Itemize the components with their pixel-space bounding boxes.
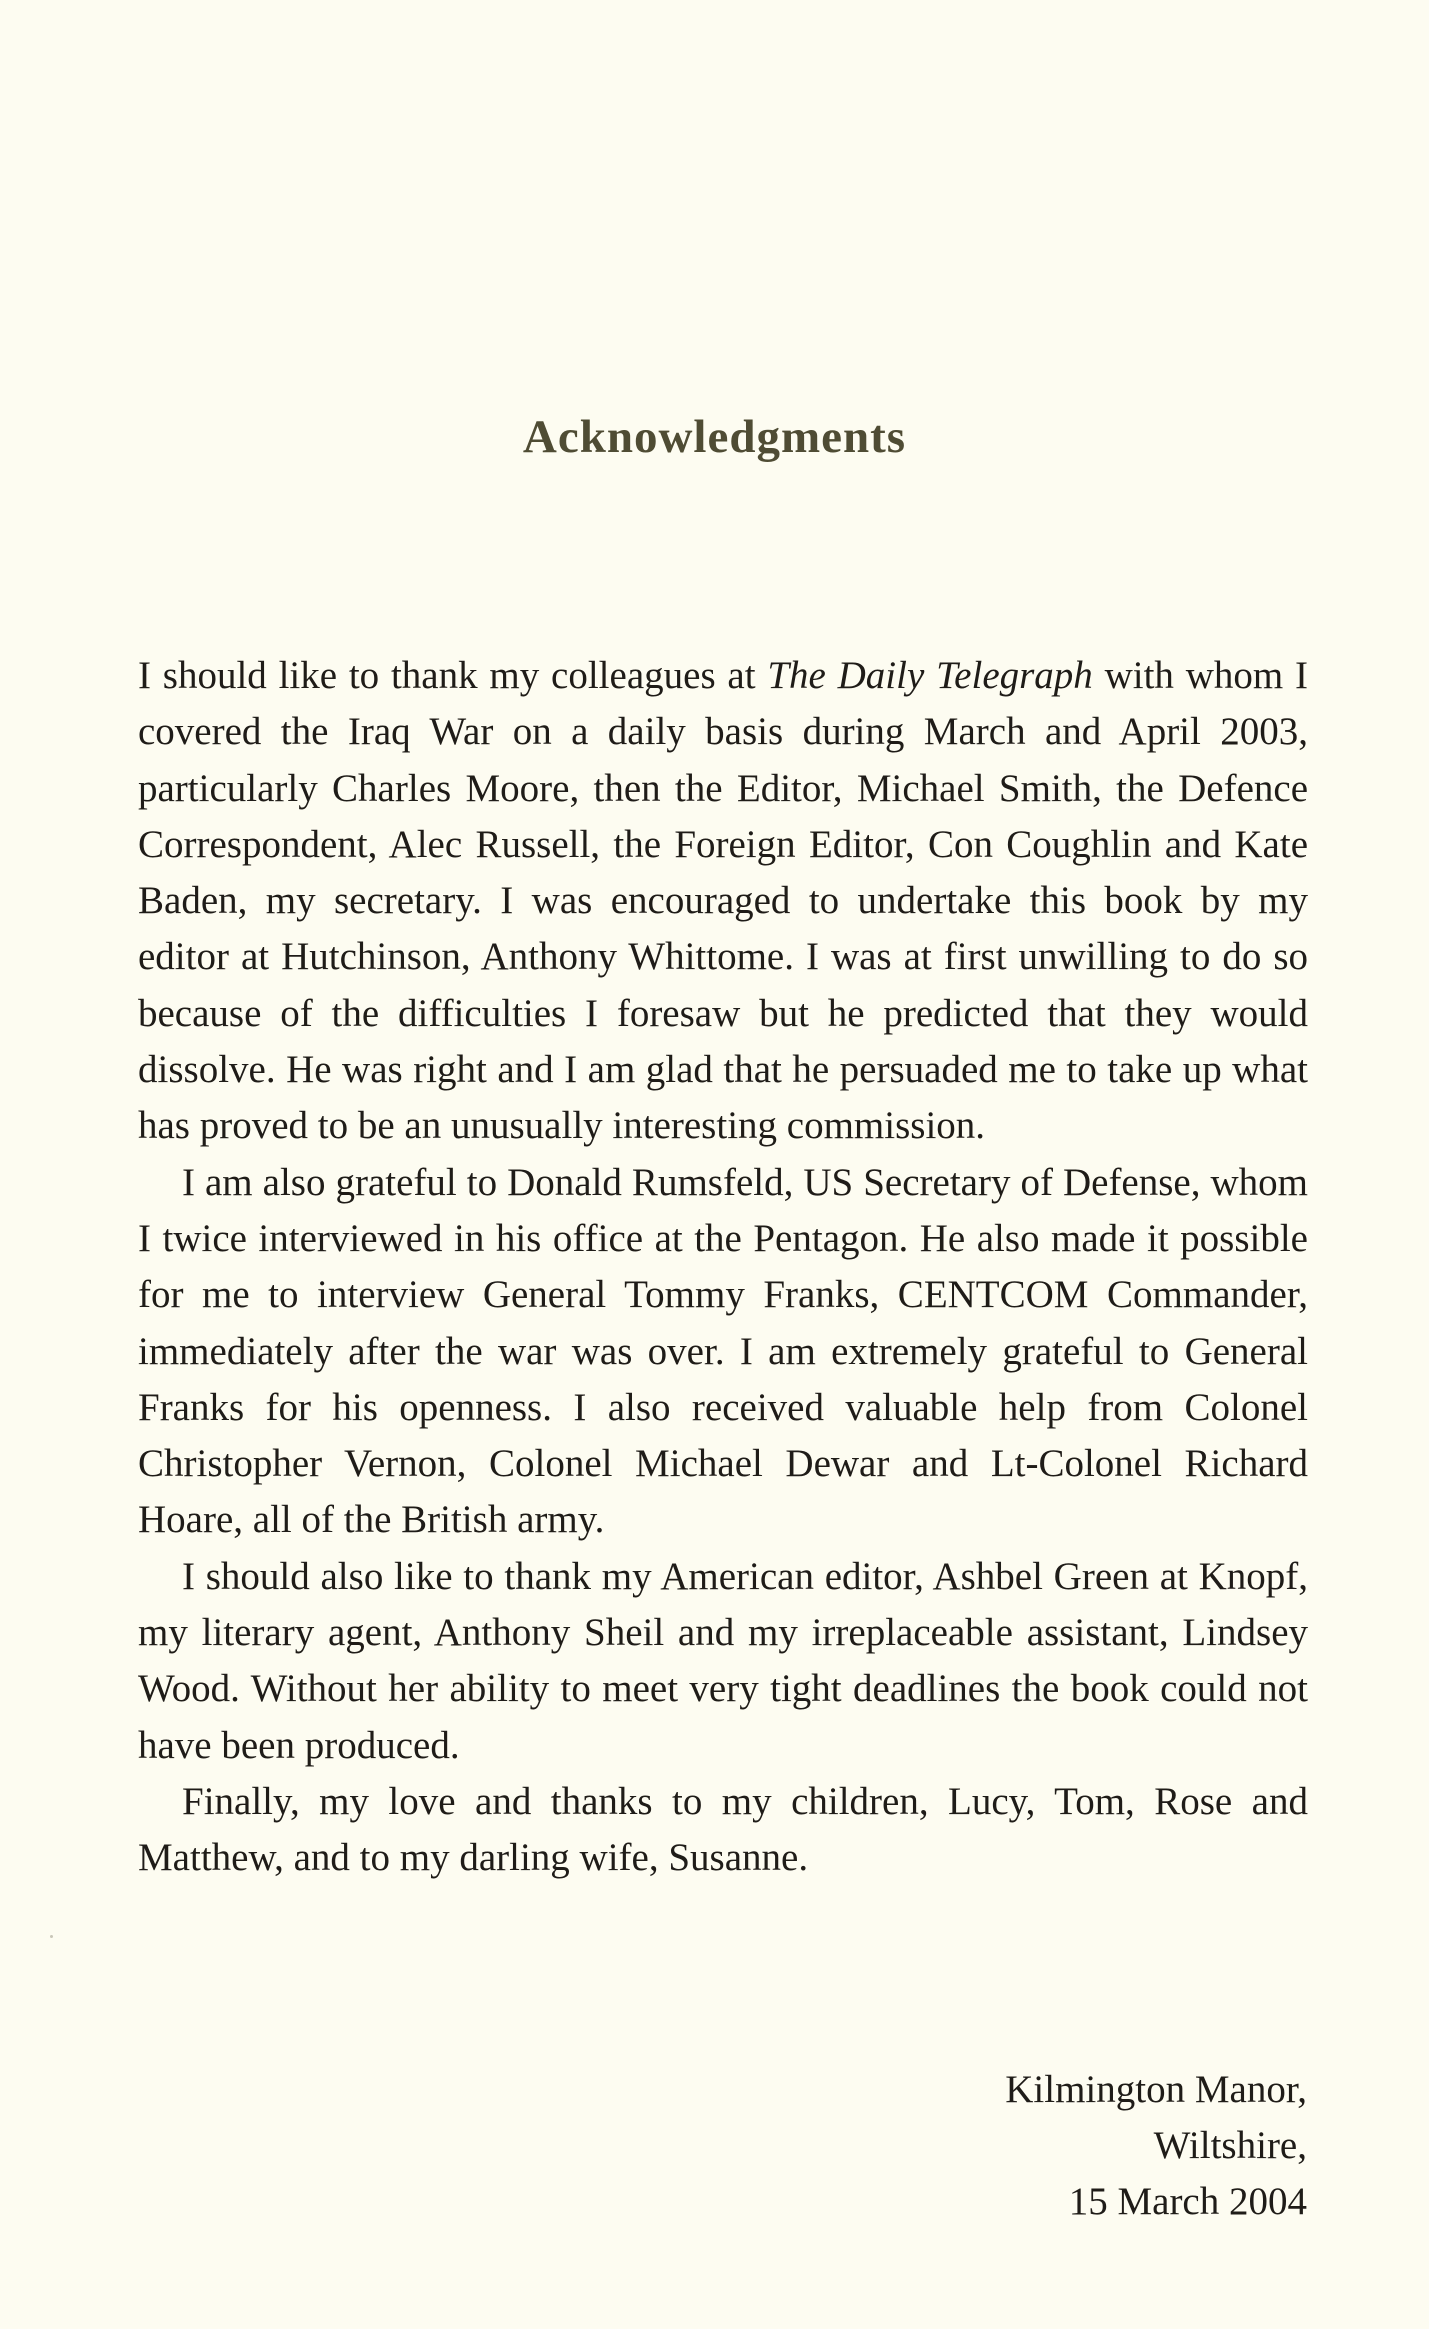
paragraph-1-text-start: I should like to thank my colleagues at — [138, 654, 768, 697]
paragraph-2: I am also grateful to Donald Rumsfeld, US Secretary of Defense, whom I twice interviewed in his office at the Pentagon. He also made it possible for me to interview General Tommy Franks, CENTCOM Commander, immediately after the war was over. I am extremely grateful to General Franks for his openness. I also received valuable help from Colonel Christopher Vernon, Colonel Michael Dewar and Lt-Colonel Richard Hoare, all of the British army. — [138, 1160, 1308, 1542]
paragraph-1-text-end: with whom I covered the Iraq War on a daily basis during March and April 2003, particularly Charles Moore, then the Editor, Michael Smith, the Defence Correspondent, Alec Russell, the Foreign Editor, Con Coughlin and Kate Baden, my secretary. I was encouraged to undertake this book by my editor at Hutchinson, Anthony Whittome. I was at first unwilling to do so because of the difficulties I foresaw but he predicted that they would dissolve. He was right and I am glad that he persuaded me to take up what has proved to be an unusually interesting commission. — [138, 654, 1309, 1148]
paragraph-4: Finally, my love and thanks to my children, Lucy, Tom, Rose and Matthew, and to my darling wife, Susanne. — [138, 1779, 1308, 1880]
signoff-place: Kilmington Manor, — [1005, 2068, 1307, 2111]
signoff-block — [1005, 2062, 1307, 2230]
paragraph-1 — [138, 648, 1308, 1155]
acknowledgments-body — [138, 648, 1308, 1887]
newspaper-title: The Daily Telegraph — [767, 654, 1093, 697]
signoff-county: Wiltshire, — [1153, 2124, 1307, 2167]
paper-speck — [50, 1935, 53, 1938]
signoff-date: 15 March 2004 — [1068, 2180, 1307, 2223]
page-title: Acknowledgments — [522, 411, 907, 463]
paragraph-3: I should also like to thank my American editor, Ashbel Green at Knopf, my literary agent, Anthony Sheil and my irreplaceable assistant, Lindsey Wood. Without her ability to meet very tight deadlines the book could not have been produced. — [138, 1554, 1308, 1767]
